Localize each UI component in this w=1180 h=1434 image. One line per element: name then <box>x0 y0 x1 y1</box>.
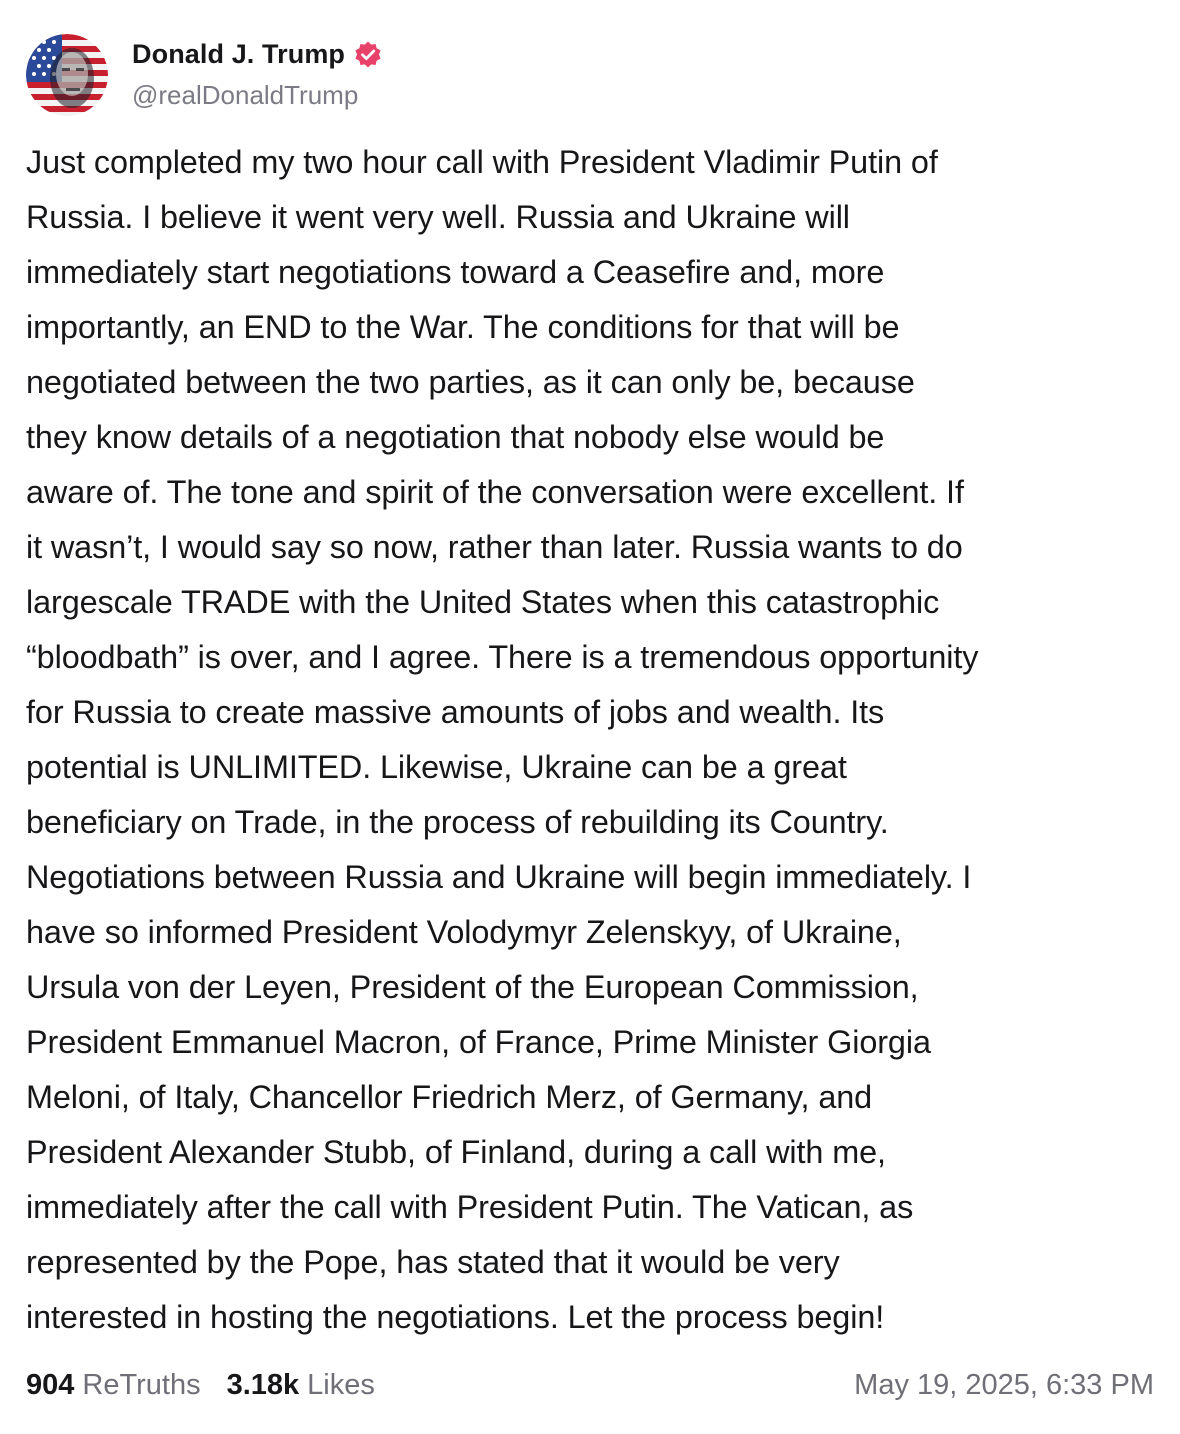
verified-badge-icon <box>353 40 383 70</box>
flag-portrait-avatar-icon <box>26 34 108 116</box>
likes-label: Likes <box>307 1368 375 1401</box>
likes-count: 3.18k <box>226 1368 300 1401</box>
retruths-count: 904 <box>26 1368 75 1401</box>
author-names <box>132 39 383 111</box>
author-display-name[interactable]: Donald J. Trump <box>132 39 346 69</box>
likes-stat[interactable] <box>227 1369 375 1402</box>
post-body-text: Just completed my two hour call with President Vladimir Putin of Russia. I believe it went very well. Russia and Ukraine will immediately start negotiations toward a Ceasefire and, more importantly, an END to the War. The conditions for that will be negotiated between the two parties, as it can only be, because they know details of a negotiation that nobody else would be aware of. The tone and spirit of the conversation were excellent. If it wasn’t, I would say so now, rather than later. Russia wants to do largescale TRADE with the United States when this catastrophic “bloodbath” is over, and I agree. There is a tremendous opportunity for Russia to create massive amounts of jobs and wealth. Its potential is UNLIMITED. Likewise, Ukraine can be a great beneficiary on Trade, in the process of rebuilding its Country. Negotiations between Russia and Ukraine will begin immediately. I have so informed President Volodymyr Zelenskyy, of Ukraine, Ursula von der Leyen, President of the European Commission, President Emmanuel Macron, of France, Prime Minister Giorgia Meloni, of Italy, Chancellor Friedrich Merz, of Germany, and President Alexander Stubb, of Finland, during a call with me, immediately after the call with President Putin. The Vatican, as represented by the Pope, has stated that it would be very interested in hosting the negotiations. Let the process begin! <box>26 144 979 1335</box>
post-timestamp[interactable]: May 19, 2025, 6:33 PM <box>854 1368 1154 1401</box>
author-name-row <box>132 39 383 70</box>
post-header <box>26 33 383 117</box>
retruths-label: ReTruths <box>82 1368 201 1401</box>
retruths-stat[interactable] <box>26 1369 201 1402</box>
post-footer <box>26 1362 1154 1408</box>
avatar[interactable] <box>26 34 108 116</box>
author-handle[interactable]: @realDonaldTrump <box>132 80 359 110</box>
